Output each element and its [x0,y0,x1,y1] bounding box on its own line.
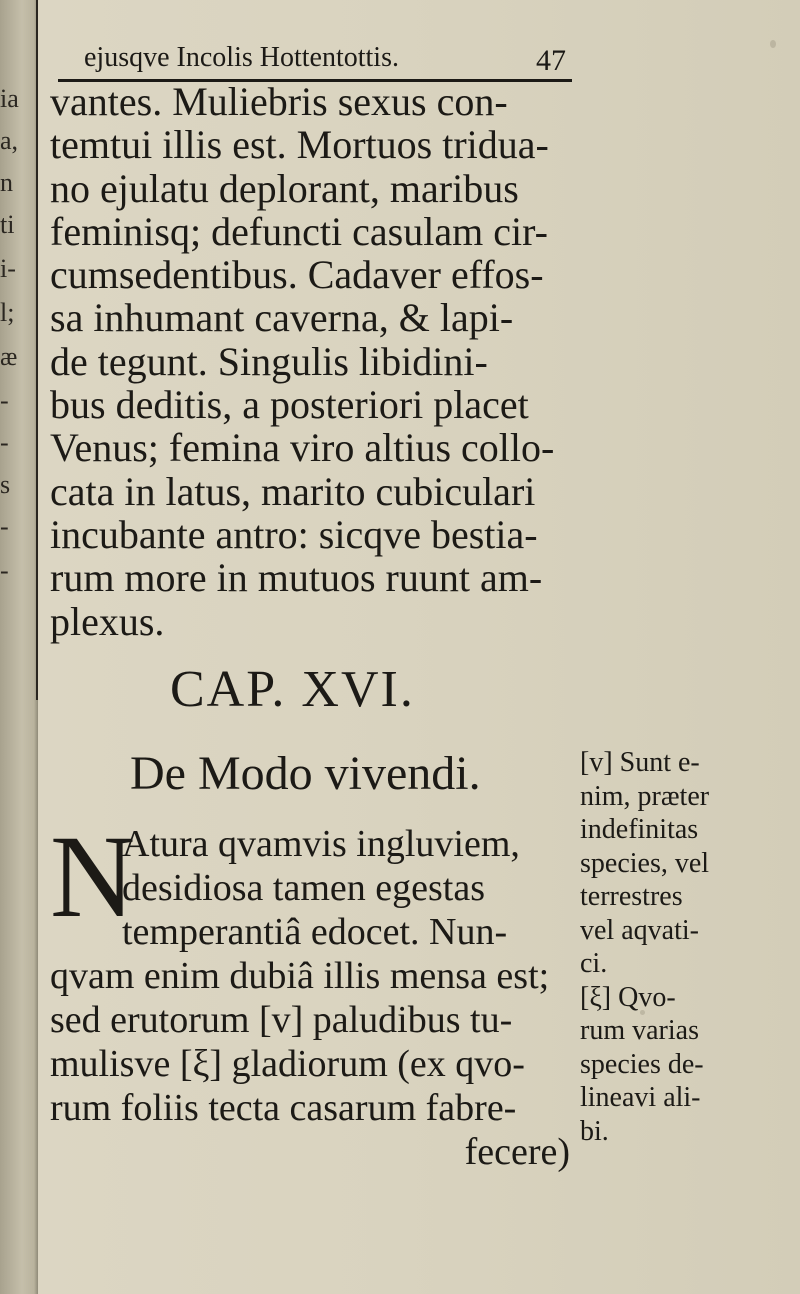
gutter-fragment: s [0,470,11,499]
paper-spot [640,1010,645,1015]
text-line: mulisve [ξ] gladiorum (ex qvo- [50,1043,525,1085]
text-line: cumsedentibus. Cadaver effos- [50,252,544,298]
margin-note-line: indefinitas [580,814,699,845]
gutter-fragment: a, [0,126,19,155]
gutter-rule [36,0,38,700]
gutter-fragment: - [0,428,9,457]
text-line: Atura qvamvis ingluviem, [122,823,520,865]
gutter-fragment: i- [0,254,16,283]
margin-note-line: ci. [580,948,608,979]
text-line: feminisq; defuncti casulam cir- [50,208,548,254]
text-line: qvam enim dubiâ illis mensa est; [50,955,550,997]
page-number: 47 [536,44,566,77]
chapter-heading: CAP. XVI. [170,661,415,718]
gutter-fragment: æ [0,342,18,371]
gutter-fragment: - [0,386,9,415]
running-header [62,38,572,78]
chapter-paragraph [50,822,580,1174]
drop-cap: N [50,811,136,942]
text-line: temperantiâ edocet. Nun- [122,911,508,953]
margin-note-line: [ξ] Qvo- [580,981,676,1013]
gutter-fragment: n [0,168,13,197]
text-line: sed erutorum [v] paludibus tu- [50,999,513,1041]
gutter-fragment: - [0,556,9,585]
margin-note-line: bi. [580,1115,609,1147]
text-line: rum more in mutuos ruunt am- [50,555,543,601]
text-line: vantes. Muliebris sexus con- [50,79,508,124]
text-line: fecere) [464,1131,570,1173]
text-line: Venus; femina viro altius collo- [50,425,555,471]
margin-note-line: lineavi ali- [580,1082,701,1113]
running-title: ejusqve Incolis Hottentottis. [84,42,399,73]
text-line: desidiosa tamen egestas [122,867,486,909]
margin-note-line: species, vel [580,847,710,879]
text-line: sa inhumant caverna, & lapi- [50,295,514,341]
text-line: cata in latus, marito cubiculari [50,468,536,514]
text-line: rum foliis tecta casarum fabre- [50,1087,517,1129]
gutter-fragment: - [0,512,9,541]
margin-note-line: vel aqvati- [580,914,699,946]
gutter-fragment: ia [0,84,19,113]
margin-note-line: [v] Sunt e- [580,747,700,778]
chapter-title: De Modo vivendi. [130,747,481,800]
text-line: no ejulatu deplorant, maribus [50,165,519,211]
text-line: de tegunt. Singulis libidini- [50,338,488,384]
text-line: plexus. [50,598,165,644]
gutter-fragment: ti [0,210,15,239]
text-line: bus deditis, a posteriori placet [50,382,529,428]
text-line: incubante antro: sicqve bestia- [50,511,538,557]
margin-note-line: species de- [580,1048,704,1080]
body-paragraph [50,80,590,643]
margin-note-line: rum varias [580,1015,699,1046]
margin-note-line: nim, præter [580,780,710,812]
margin-notes [580,746,780,1148]
gutter-fragment: l; [0,298,15,327]
text-line: temtui illis est. Mortuos tridua- [50,122,549,168]
margin-note-line: terrestres [580,881,683,912]
paper-spot [770,40,776,48]
